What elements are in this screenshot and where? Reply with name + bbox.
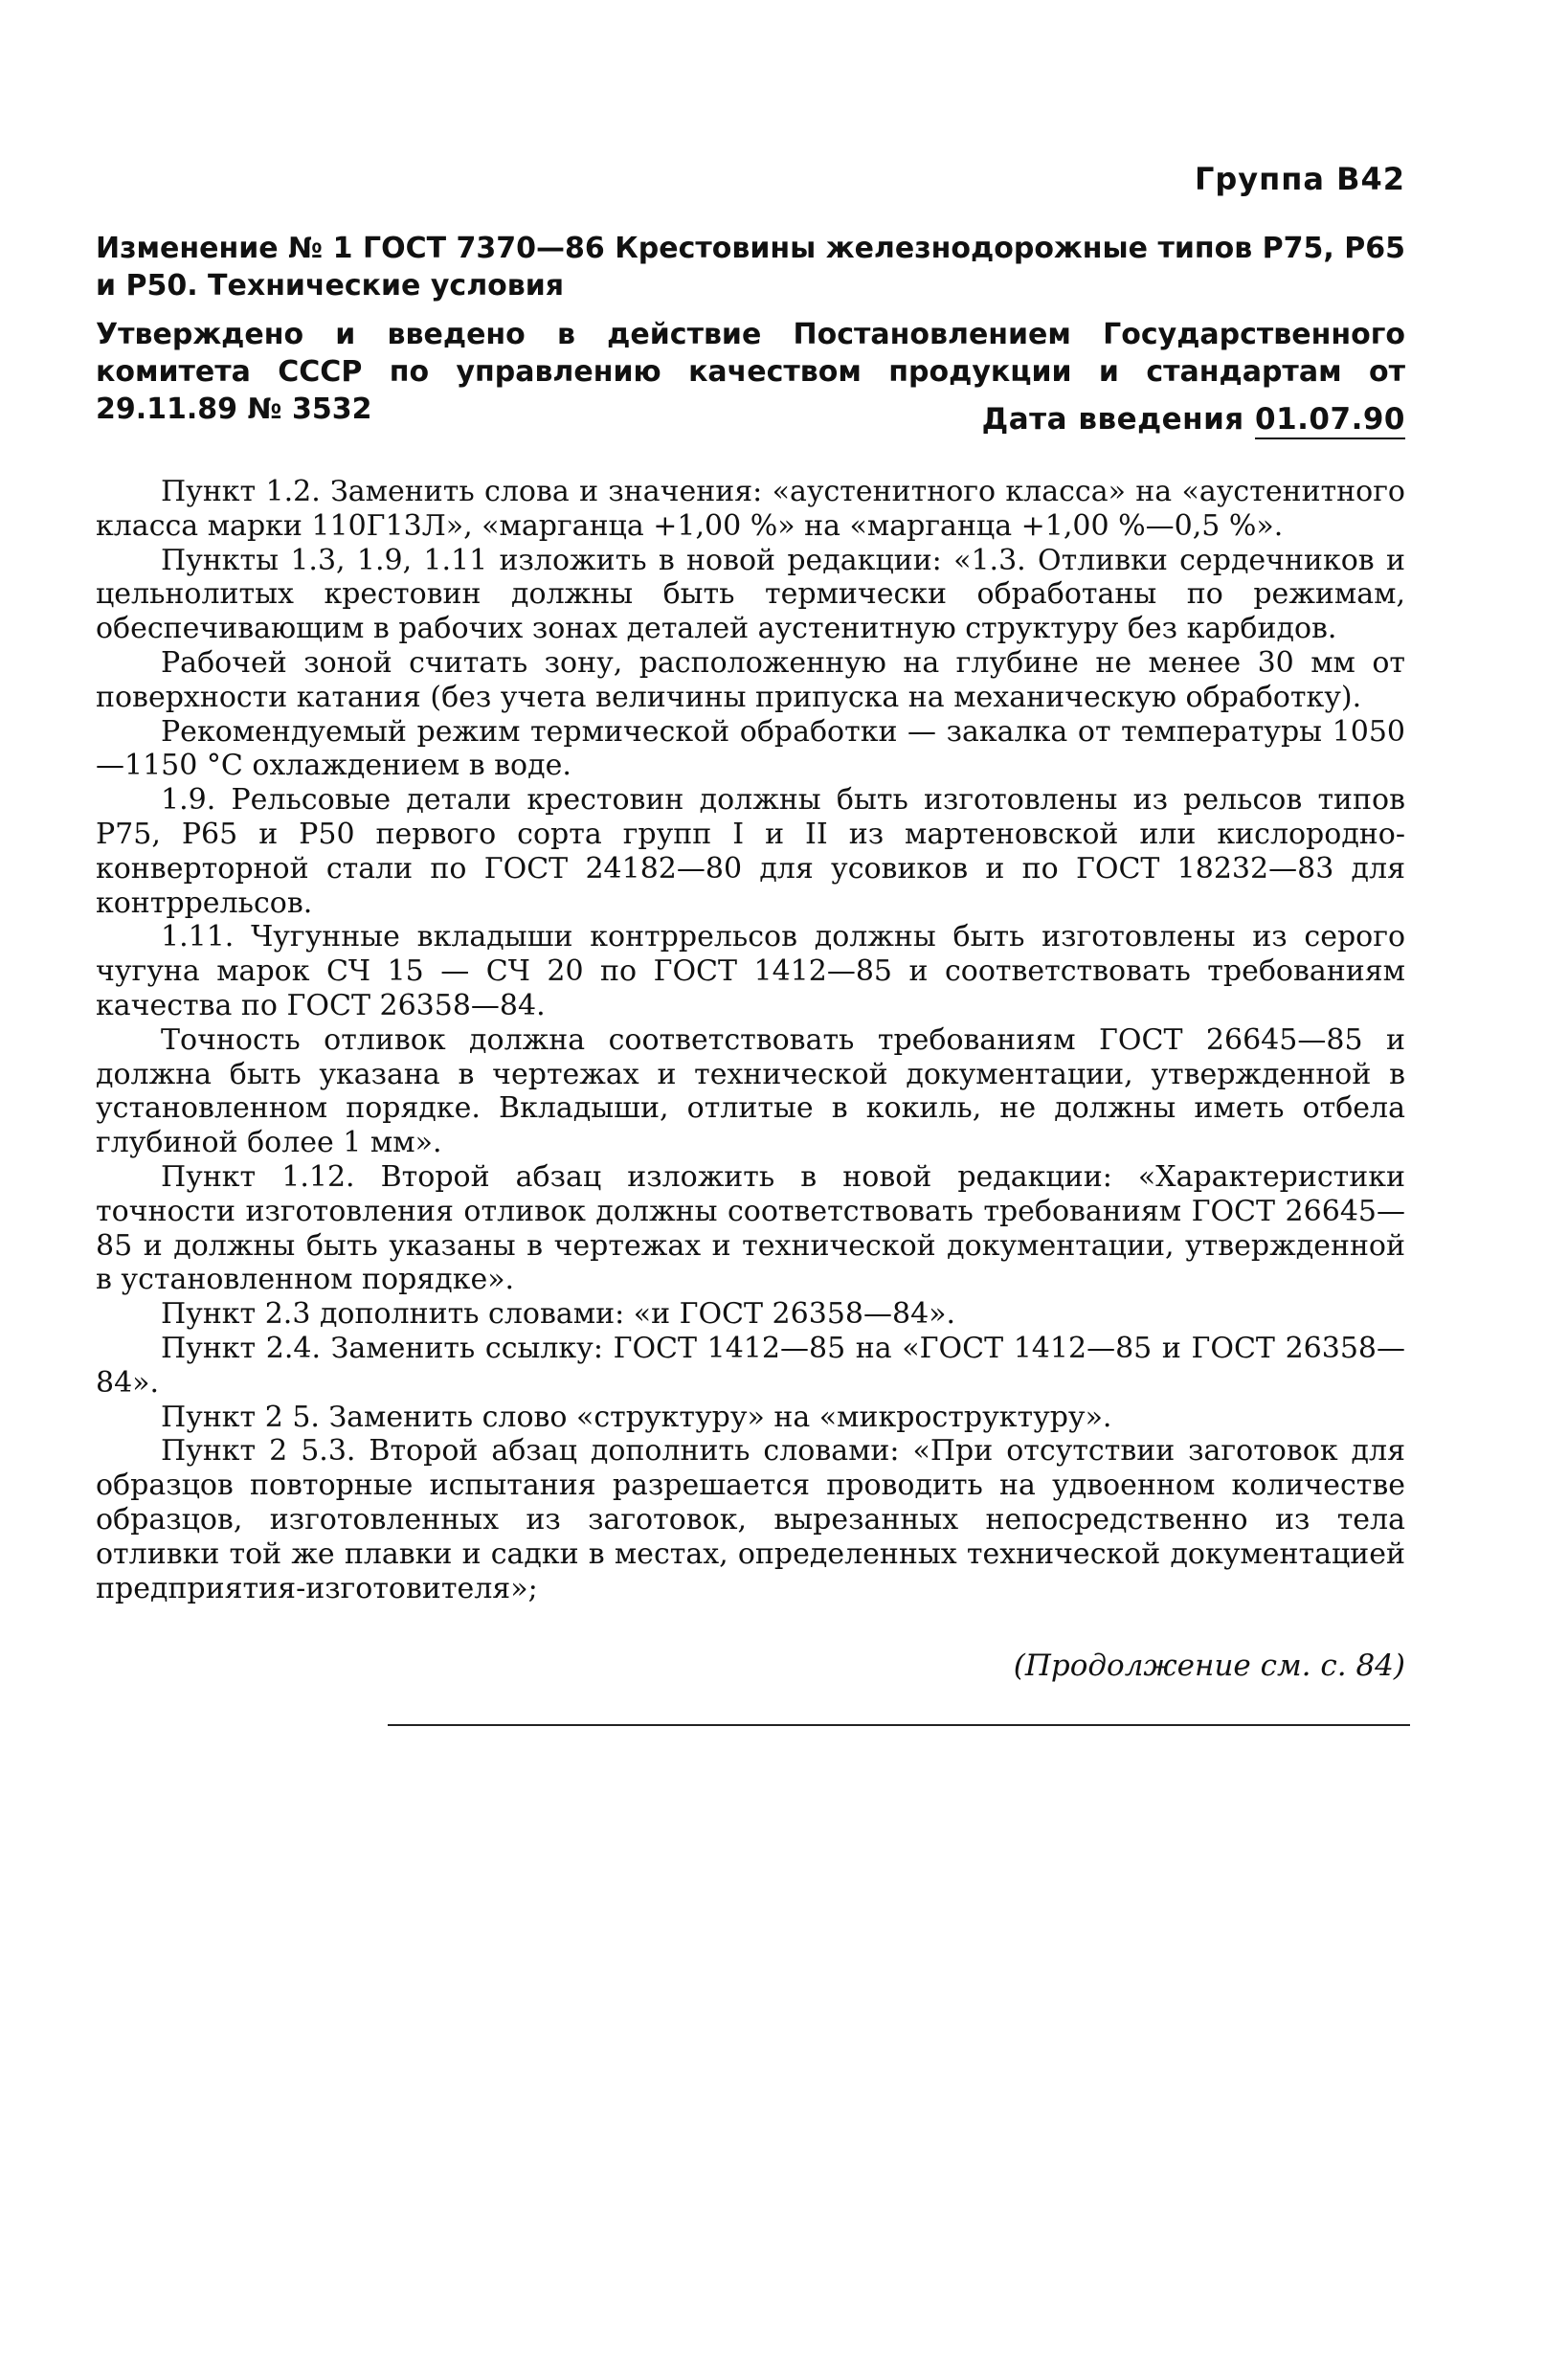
paragraph: Пункт 2 5.3. Второй абзац дополнить словами: «При отсутствии заготовок для образцов повторные испытания разрешается проводить на удвоенном количестве образцов, изготовленных из заготовок, вырезанных непосредственно из тела отливки той же плавки и садки в местах, определенных технической документацией предприятия-изготовителя»; xyxy=(96,1434,1405,1605)
paragraph: Пункт 2.3 дополнить словами: «и ГОСТ 26358—84». xyxy=(161,1297,956,1332)
amendment-title: Изменение № 1 ГОСТ 7370—86 Крестовины железнодорожные типов Р75, Р65 и Р50. Технические условия xyxy=(96,232,1405,303)
amendment-body xyxy=(96,475,1405,1605)
paragraph: Точность отливок должна соответствовать требованиям ГОСТ 26645—85 и должна быть указана в чертежах и технической документации, утвержденной в установленном порядке. Вкладыши, отлитые в кокиль, не должны иметь отбела глубиной более 1 мм». xyxy=(96,1022,1405,1160)
effective-date-value: 01.07.90 xyxy=(1255,402,1405,439)
paragraph: Пункт 1.12. Второй абзац изложить в новой редакции: «Характеристики точности изготовления отливок должны соответствовать требованиям ГОСТ 26645—85 и должны быть указаны в чертежах и технической документации, утвержденной в установленном порядке». xyxy=(96,1159,1405,1297)
paragraph: 1.11. Чугунные вкладыши контррельсов должны быть изготовлены из серого чугуна марок СЧ 15 — СЧ 20 по ГОСТ 1412—85 и соответствовать требованиям качества по ГОСТ 26358—84. xyxy=(96,920,1405,1022)
footer-divider xyxy=(388,1724,1410,1726)
paragraph: Рекомендуемый режим термической обработки — закалка от температуры 1050—1150 °С охлаждением в воде. xyxy=(96,714,1405,783)
paragraph: 1.9. Рельсовые детали крестовин должны быть изготовлены из рельсов типов Р75, Р65 и Р50 первого сорта групп I и II из мартеновской или кислородно-конверторной стали по ГОСТ 24182—80 для усовиков и по ГОСТ 18232—83 для контррельсов. xyxy=(96,783,1405,920)
paragraph: Пункт 2 5. Заменить слово «структуру» на «микроструктуру». xyxy=(161,1400,1112,1434)
group-code: Группа В42 xyxy=(1194,161,1405,197)
paragraph: Рабочей зоной считать зону, расположенную на глубине не менее 30 мм от поверхности катания (без учета величины припуска на механическую обработку). xyxy=(96,645,1405,714)
effective-date-label: Дата введения xyxy=(981,402,1244,437)
approval-statement: Утверждено и введено в действие Постановлением Государственного комитета СССР по управлению качеством продукции и стандартам от 29.11.89 № 3532 xyxy=(96,318,1405,426)
paragraph: Пункт 2.4. Заменить ссылку: ГОСТ 1412—85 на «ГОСТ 1412—85 и ГОСТ 26358—84». xyxy=(96,1331,1405,1400)
effective-date xyxy=(982,402,1405,437)
continuation-note: (Продолжение см. с. 84) xyxy=(1013,1648,1405,1683)
paragraph: Пункты 1.3, 1.9, 1.11 изложить в новой редакции: «1.3. Отливки сердечников и цельнолитых крестовин должны быть термически обработаны по режимам, обеспечивающим в рабочих зонах деталей аустенитную структуру без карбидов. xyxy=(96,543,1405,646)
paragraph: Пункт 1.2. Заменить слова и значения: «аустенитного класса» на «аустенитного класса марки 110Г13Л», «марганца +1,00 %» на «марганца +1,00 %—0,5 %». xyxy=(96,475,1405,543)
